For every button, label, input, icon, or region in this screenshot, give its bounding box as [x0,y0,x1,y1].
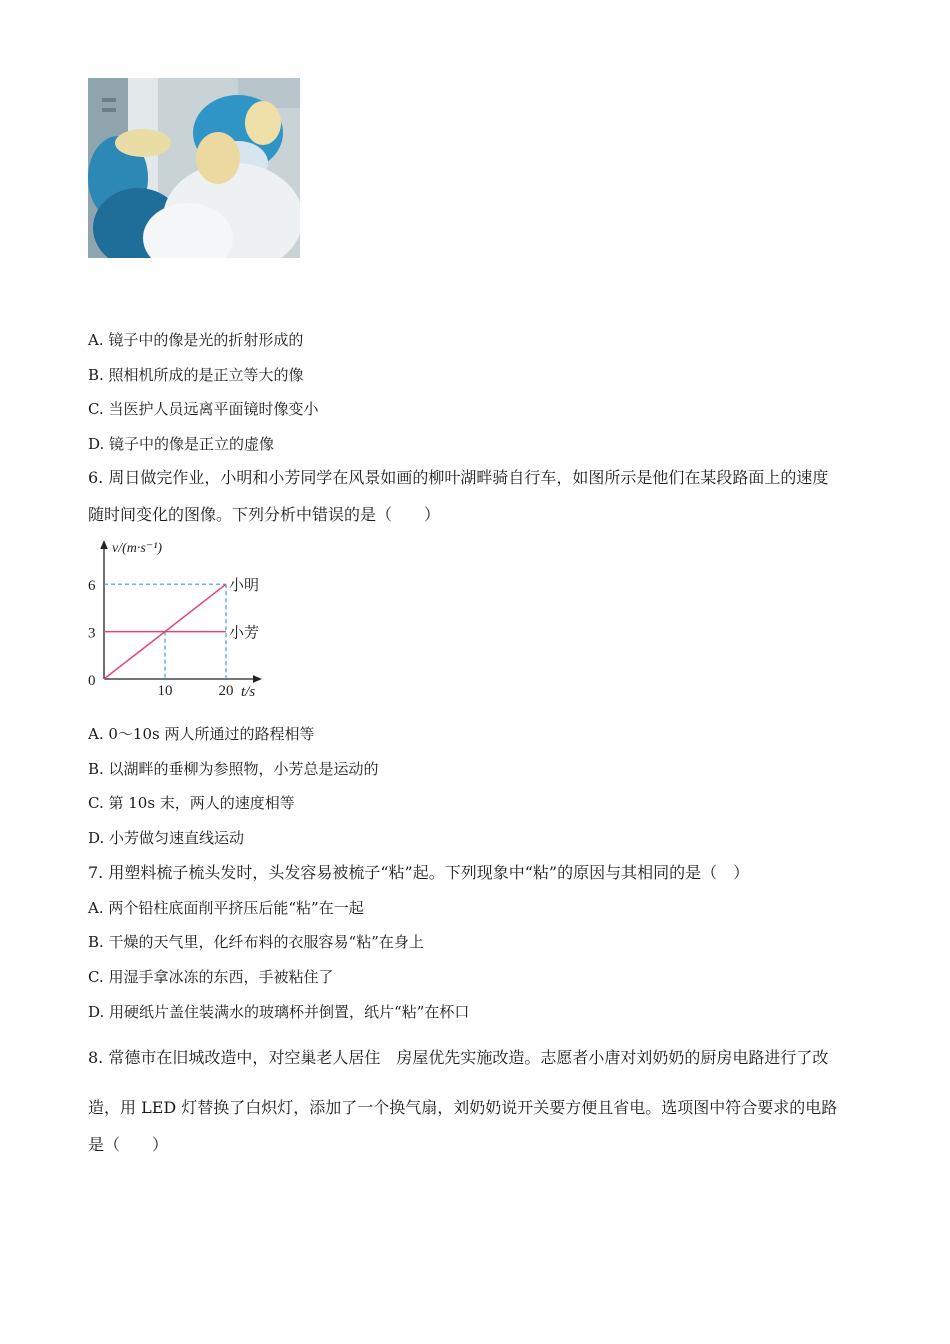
origin-label: 0 [88,673,96,689]
medical-staff-mirror-photo [88,78,300,258]
y-tick-6: 6 [88,578,96,595]
q6-option-b: B. 以湖畔的垂柳为参照物，小芳总是运动的 [88,760,379,778]
y-tick-3: 3 [88,625,96,642]
x-tick-10: 10 [157,683,173,699]
y-axis-label: v/(m·s⁻¹) [112,541,163,556]
q7-option-a: A. 两个铅柱底面削平挤压后能“粘”在一起 [88,899,364,917]
x-axis-label: t/s [241,684,256,700]
q6-option-a: A. 0～10s 两人所通过的路程相等 [88,725,315,743]
q8-stem-line1: 8. 常德市在旧城改造中，对空巢老人居住 房屋优先实施改造。志愿者小唐对刘奶奶的厨房电路进行了改 [88,1048,829,1067]
q5-option-c: C. 当医护人员远离平面镜时像变小 [88,400,319,418]
q7-option-d: D. 用硬纸片盖住装满水的玻璃杯并倒置，纸片“粘”在杯口 [88,1003,470,1021]
series-label-1: 小明 [229,576,260,595]
series-label-2: 小芳 [229,623,260,642]
q7-option-b: B. 干燥的天气里，化纤布料的衣服容易“粘”在身上 [88,933,424,951]
q8-stem-line3: 是（ ） [88,1135,169,1154]
q5-option-a: A. 镜子中的像是光的折射形成的 [88,331,304,349]
q5-option-d: D. 镜子中的像是正立的虚像 [88,435,275,453]
velocity-time-graph [86,536,276,708]
q5-option-b: B. 照相机所成的是正立等大的像 [88,366,304,384]
q6-stem-line1: 6. 周日做完作业，小明和小芳同学在风景如画的柳叶湖畔骑自行车，如图所示是他们在某段路面上的速度 [88,468,829,487]
q6-option-c: C. 第 10s 末，两人的速度相等 [88,794,295,812]
q7-stem: 7. 用塑料梳子梳头发时，头发容易被梳子“粘”起。下列现象中“粘”的原因与其相同的是（ ） [88,863,750,882]
graph-labels [88,541,259,700]
q7-option-c: C. 用湿手拿冰冻的东西，手被粘住了 [88,968,334,986]
q6-option-d: D. 小芳做匀速直线运动 [88,829,245,847]
q6-stem-line2: 随时间变化的图像。下列分析中错误的是（ ） [88,505,441,524]
x-tick-20: 20 [218,683,234,699]
graph-series [104,584,226,679]
q8-stem-line2: 造，用 LED 灯替换了白炽灯，添加了一个换气扇，刘奶奶说开关要方便且省电。选项图中符合要求的电路 [88,1098,838,1117]
graph-axes [104,544,258,679]
